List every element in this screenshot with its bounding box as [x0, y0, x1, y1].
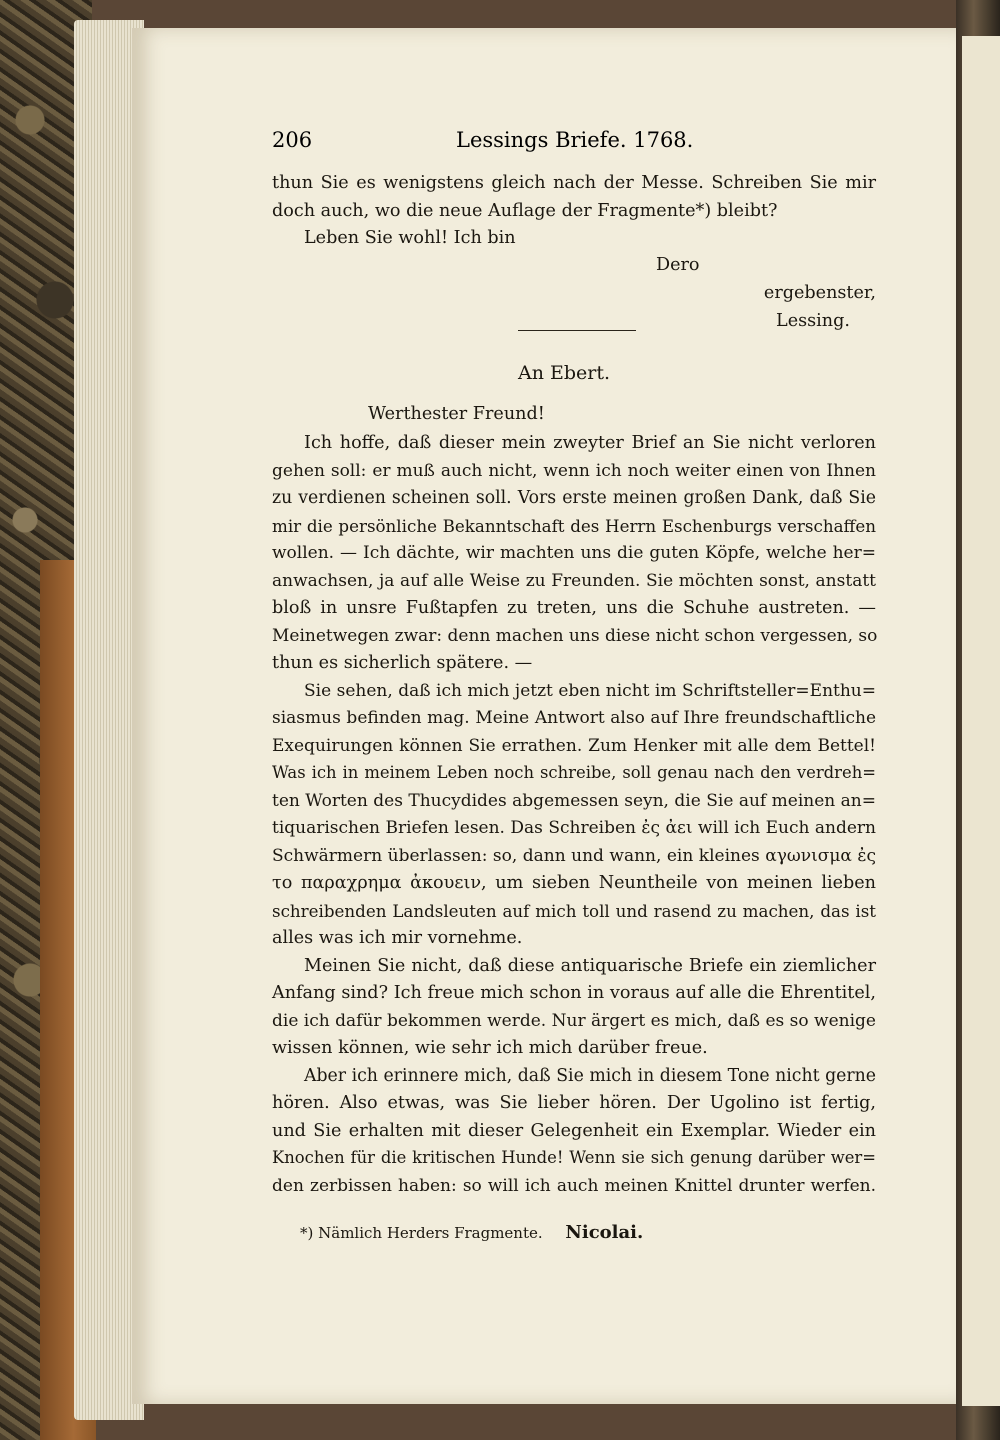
text-line: Exequirungen können Sie errathen. Zum Henker mit alle dem Bettel! [272, 736, 876, 756]
facing-page-edge [962, 36, 1000, 1406]
text-line: Aber ich erinnere mich, daß Sie mich in diesem Tone nicht gerne [304, 1066, 876, 1086]
footnote-signature: Nicolai. [565, 1222, 644, 1243]
closing-signature: Lessing. [776, 311, 850, 331]
letter-title: An Ebert. [517, 362, 611, 384]
text-line: Anfang sind? Ich freue mich schon in voraus auf alle die Ehrentitel, [272, 983, 876, 1003]
text-line: Leben Sie wohl! Ich bin [304, 228, 516, 248]
footnote-text: *) Nämlich Herders Fragmente. [300, 1224, 543, 1242]
text-line: thun es sicherlich spätere. — [272, 653, 533, 673]
text-line: ten Worten des Thucydides abgemessen seyn, die Sie auf meinen an= [272, 791, 876, 811]
text-line: wissen können, wie sehr ich mich darüber freue. [272, 1038, 708, 1058]
text-line: Was ich in meinem Leben noch schreibe, soll genau nach den verdreh= [272, 763, 876, 782]
text-line: thun Sie es wenigstens gleich nach der Messe. Schreiben Sie mir [272, 173, 876, 193]
text-line: alles was ich mir vornehme. [272, 928, 523, 948]
text-line: anwachsen, ja auf alle Weise zu Freunden. Sie möchten sonst, anstatt [272, 571, 876, 591]
text-line: Knochen für die kritischen Hunde! Wenn sie sich genung darüber wer= [272, 1148, 876, 1167]
text-line: mir die persönliche Bekanntschaft des Herrn Eschenburgs verschaffen [272, 516, 876, 536]
text-line: gehen soll: er muß auch nicht, wenn ich noch weiter einen von Ihnen [272, 461, 876, 481]
text-line: Meinen Sie nicht, daß diese antiquarische Briefe ein ziemlicher [304, 956, 876, 976]
running-head: Lessings Briefe. 1768. [456, 128, 694, 152]
text-line: bloß in unsre Fußtapfen zu treten, uns die Schuhe austreten. — [272, 598, 876, 618]
footnote [300, 1222, 643, 1243]
closing-dero: Dero [656, 255, 700, 275]
section-divider [518, 330, 636, 331]
closing-ergebenster: ergebenster, [763, 283, 876, 303]
text-line: doch auch, wo die neue Auflage der Fragmente*) bleibt? [272, 201, 778, 221]
text-line: schreibenden Landsleuten auf mich toll und rasend zu machen, das ist [272, 901, 876, 921]
text-line: tiquarischen Briefen lesen. Das Schreiben ἐς ἀει will ich Euch andern [272, 818, 876, 838]
text-line: hören. Also etwas, was Sie lieber hören. Der Ugolino ist fertig, [272, 1093, 876, 1113]
text-line: den zerbissen haben: so will ich auch meinen Knittel drunter werfen. [272, 1176, 876, 1196]
text-line: und Sie erhalten mit dieser Gelegenheit ein Exemplar. Wieder ein [272, 1121, 876, 1141]
text-line: Sie sehen, daß ich mich jetzt eben nicht im Schriftsteller=Enthu= [304, 681, 876, 701]
text-line: wollen. — Ich dächte, wir machten uns die guten Köpfe, welche her= [272, 543, 876, 563]
text-line: το παραχρημα ἀκουειν, um sieben Neuntheile von meinen lieben [272, 873, 876, 893]
text-line: Ich hoffe, daß dieser mein zweyter Brief an Sie nicht verloren [304, 433, 876, 453]
text-line: Schwärmern überlassen: so, dann und wann, ein kleines αγωνισμα ἐς [272, 846, 876, 866]
text-line: siasmus befinden mag. Meine Antwort also auf Ihre freundschaftliche [272, 708, 876, 728]
page-header [272, 128, 694, 160]
text-line: zu verdienen scheinen soll. Vors erste meinen großen Dank, daß Sie [272, 488, 876, 508]
page-number: 206 [272, 128, 313, 152]
salutation: Werthester Freund! [368, 404, 545, 424]
text-line: Meinetwegen zwar: denn machen uns diese nicht schon vergessen, so [272, 626, 878, 646]
text-line: die ich dafür bekommen werde. Nur ärgert es mich, daß es so wenige [272, 1011, 876, 1031]
